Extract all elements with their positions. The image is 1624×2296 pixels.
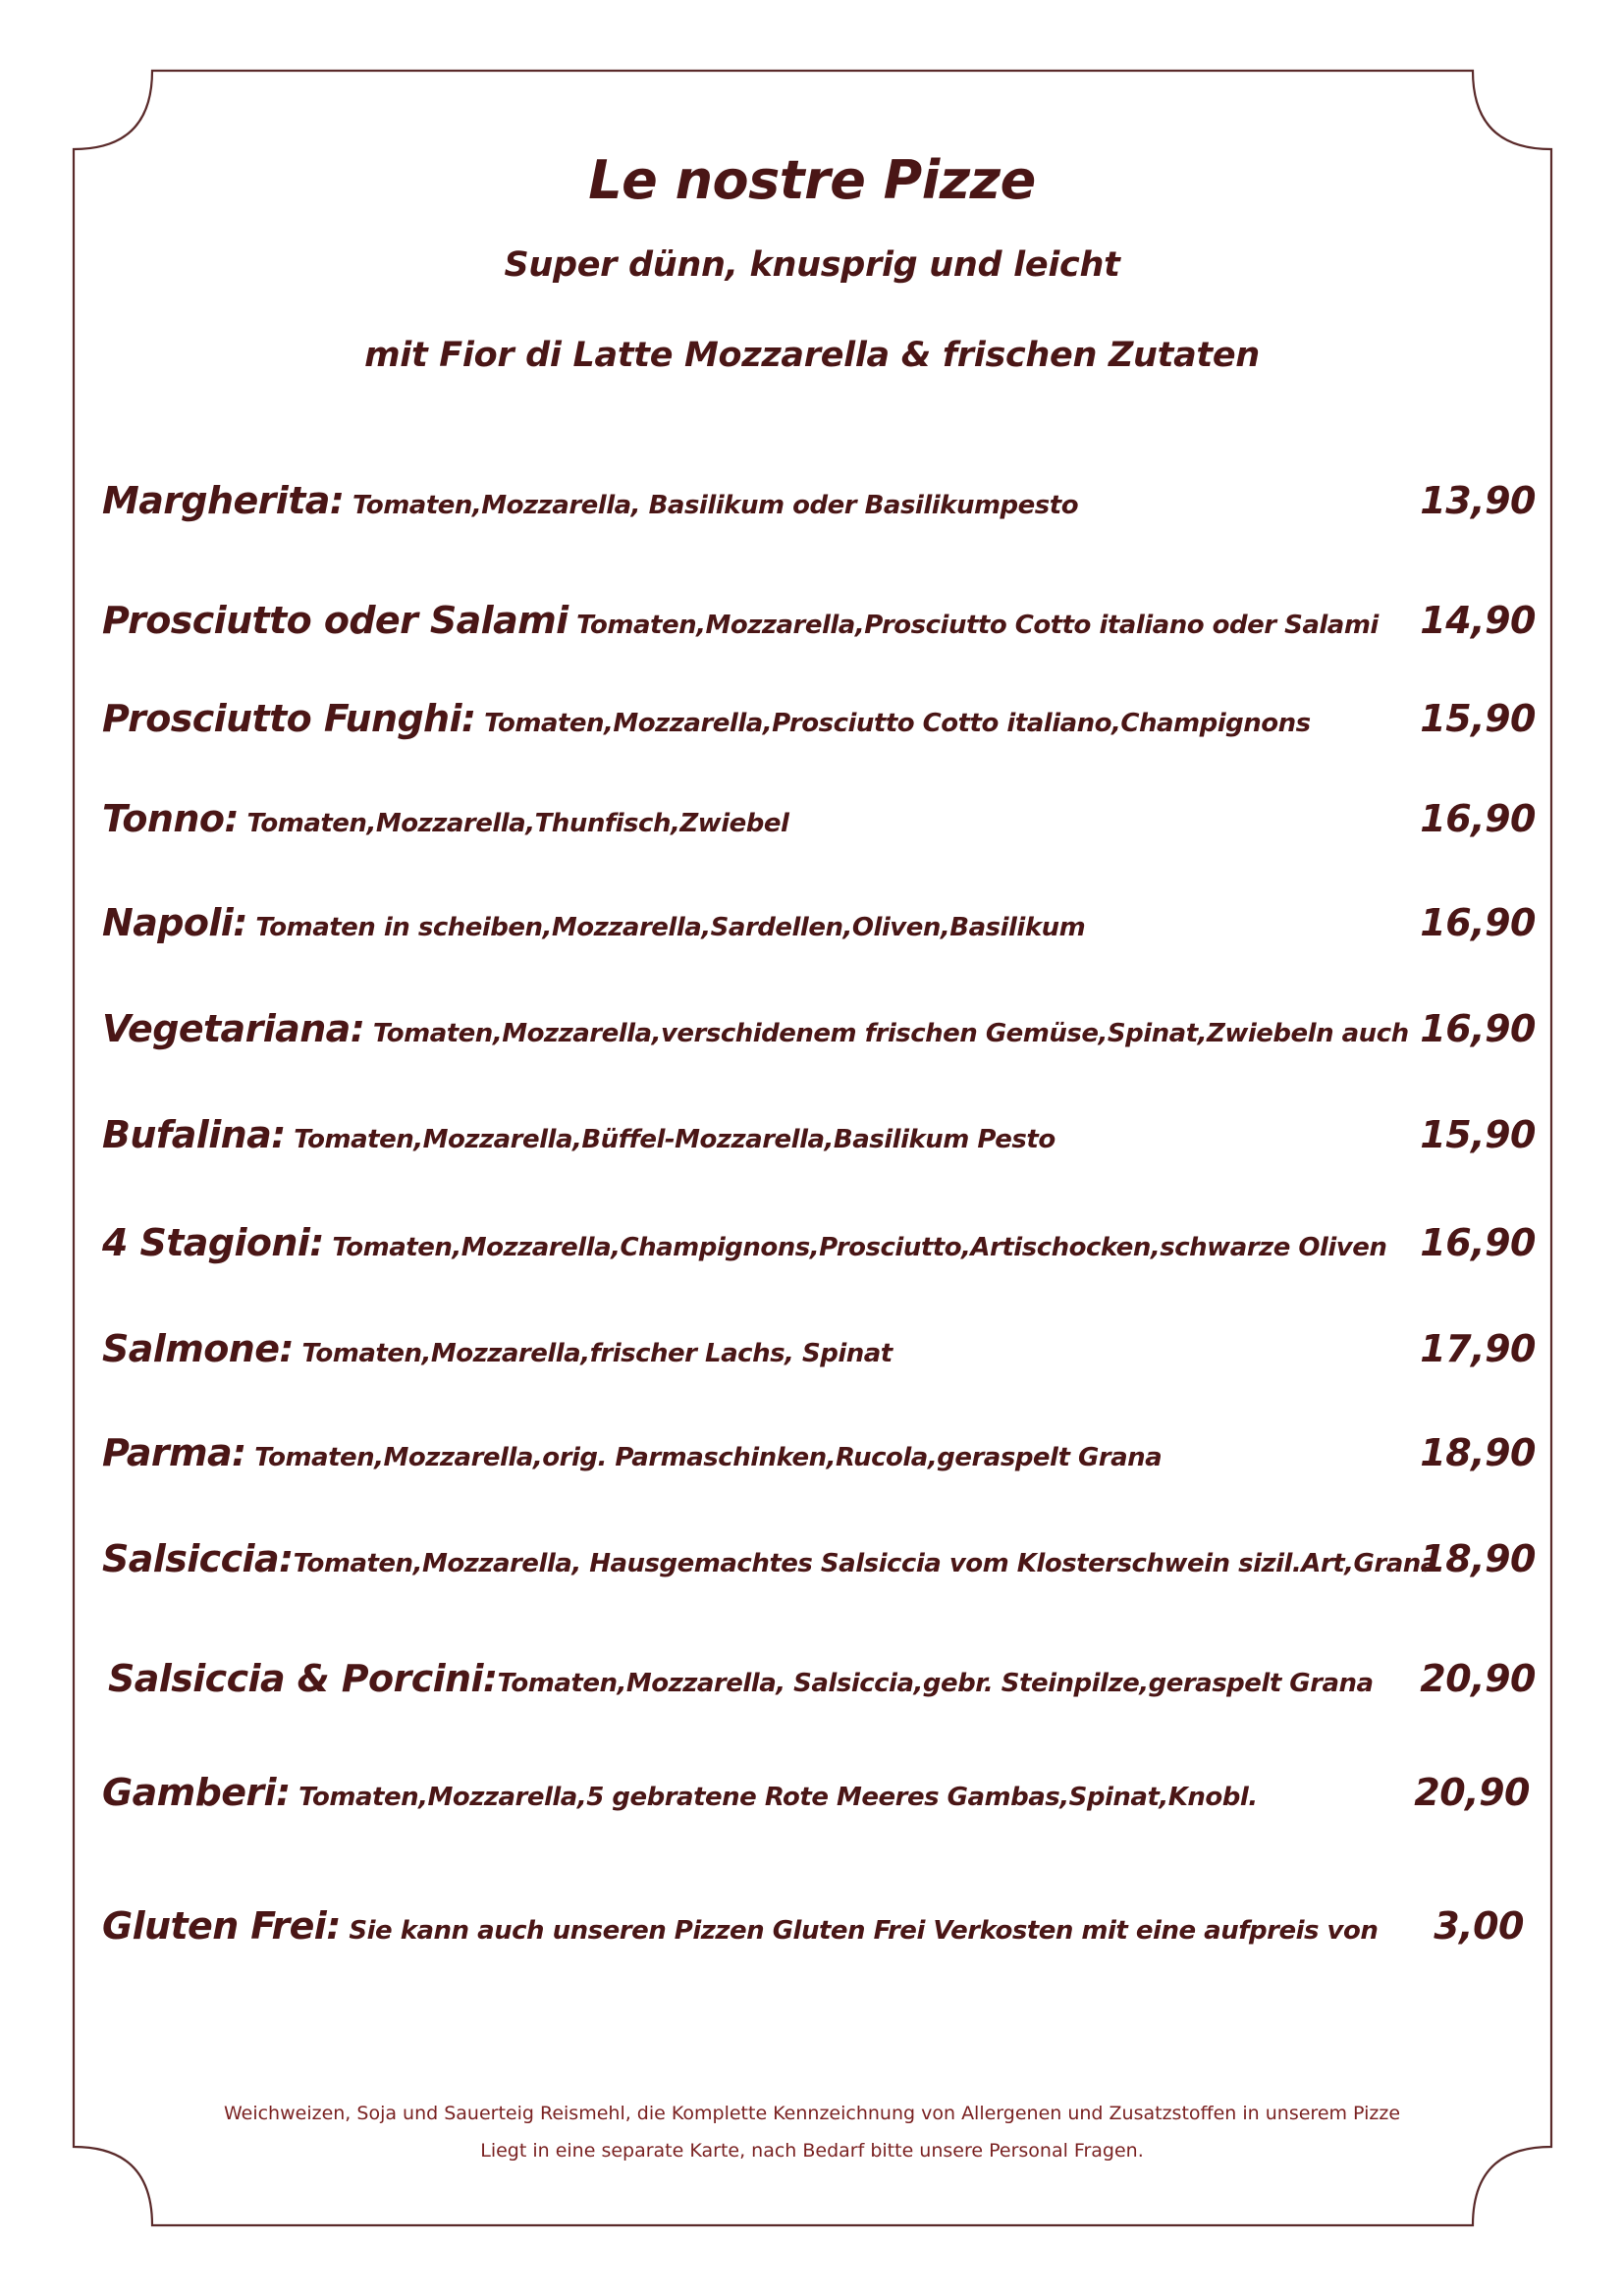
pizza-ingredients: Tomaten,Mozzarella, Basilikum oder Basilikumpesto [344, 491, 1079, 520]
menu-item-gamberi [102, 1771, 1530, 1830]
allergen-footnote [0, 2095, 1624, 2169]
menu-item-salsiccia-porcini [108, 1657, 1536, 1716]
pizza-name: Bufalina: [102, 1113, 286, 1156]
pizza-name: 4 Stagioni: [102, 1221, 324, 1264]
pizza-ingredients: Tomaten,Mozzarella,Thunfisch,Zwiebel [238, 809, 789, 838]
pizza-ingredients: Tomaten in scheiben,Mozzarella,Sardellen,Oliven,Basilikum [246, 913, 1086, 942]
pizza-name: Salmone: [102, 1327, 294, 1370]
pizza-name: Gluten Frei: [102, 1904, 341, 1948]
pizza-price: 16,90 [1420, 1007, 1536, 1050]
menu-item-prosciutto-salami [102, 599, 1536, 658]
pizza-name: Napoli: [102, 901, 247, 944]
pizza-name: Margherita: [102, 479, 345, 522]
pizza-ingredients: Sie kann auch unseren Pizzen Gluten Frei Verkosten mit eine aufpreis von [340, 1916, 1379, 1946]
pizza-ingredients: Tomaten,Mozzarella,frischer Lachs, Spinat [293, 1339, 893, 1368]
pizza-price: 15,90 [1420, 1113, 1536, 1156]
pizza-name: Parma: [102, 1431, 246, 1474]
menu-item-margherita [102, 479, 1536, 538]
pizza-name: Gamberi: [102, 1771, 291, 1814]
menu-item-napoli [102, 901, 1536, 960]
pizza-ingredients: Tomaten,Mozzarella,5 gebratene Rote Meeres Gambas,Spinat,Knobl. [290, 1783, 1258, 1812]
menu-item-bufalina [102, 1113, 1536, 1172]
menu-item-gluten-frei [102, 1904, 1524, 1963]
pizza-ingredients: Tomaten,Mozzarella,orig. Parmaschinken,Rucola,geraspelt Grana [245, 1443, 1163, 1472]
page-title: Le nostre Pizze [588, 149, 1036, 211]
menu-item-parma [102, 1431, 1536, 1490]
menu-item-4-stagioni [102, 1221, 1536, 1280]
pizza-price: 16,90 [1420, 1221, 1536, 1264]
pizza-ingredients: Tomaten,Mozzarella,Prosciutto Cotto italiano,Champignons [475, 709, 1311, 738]
pizza-name: Vegetariana: [102, 1007, 365, 1050]
pizza-name: Salsiccia & Porcini: [108, 1657, 498, 1700]
footnote-line-2: Liegt in eine separate Karte, nach Bedarf bitte unsere Personal Fragen. [480, 2140, 1144, 2162]
footnote-line-1: Weichweizen, Soja und Sauerteig Reismehl, die Komplette Kennzeichnung von Allergenen und Zusatzstoffen in unserem Pizze [223, 2103, 1401, 2124]
pizza-price: 18,90 [1420, 1537, 1536, 1580]
menu-item-salmone [102, 1327, 1536, 1386]
pizza-name: Tonno: [102, 797, 239, 840]
pizza-ingredients: Tomaten,Mozzarella,Prosciutto Cotto italiano oder Salami [568, 611, 1379, 640]
pizza-name: Prosciutto oder Salami [102, 599, 568, 642]
pizza-name: Prosciutto Funghi: [102, 697, 476, 740]
menu-item-prosciutto-funghi [102, 697, 1536, 756]
menu-item-tonno [102, 797, 1536, 856]
pizza-ingredients: Tomaten,Mozzarella, Salsiccia,gebr. Steinpilze,geraspelt Grana [497, 1669, 1374, 1698]
pizza-price: 20,90 [1420, 1657, 1536, 1700]
menu-item-vegetariana [102, 1007, 1536, 1066]
pizza-price: 13,90 [1420, 479, 1536, 522]
page-subtitle-2: mit Fior di Latte Mozzarella & frischen Zutaten [364, 336, 1260, 375]
pizza-price: 14,90 [1420, 599, 1536, 642]
pizza-price: 16,90 [1420, 797, 1536, 840]
pizza-name: Salsiccia: [102, 1537, 294, 1580]
pizza-price: 16,90 [1420, 901, 1536, 944]
pizza-ingredients: Tomaten,Mozzarella,Champignons,Prosciutto,Artischocken,schwarze Oliven [323, 1233, 1387, 1262]
pizza-price: 15,90 [1420, 697, 1536, 740]
menu-item-salsiccia [102, 1537, 1536, 1596]
pizza-ingredients: Tomaten,Mozzarella,Büffel-Mozzarella,Basilikum Pesto [285, 1125, 1056, 1154]
pizza-price: 18,90 [1420, 1431, 1536, 1474]
pizza-price: 20,90 [1414, 1771, 1530, 1814]
pizza-price: 17,90 [1420, 1327, 1536, 1370]
pizza-price: 3,00 [1434, 1904, 1524, 1948]
page-subtitle-1: Super dünn, knusprig und leicht [504, 245, 1120, 285]
pizza-ingredients: Tomaten,Mozzarella, Hausgemachtes Salsiccia vom Klosterschwein sizil.Art,Grana [293, 1549, 1437, 1578]
pizza-ingredients: Tomaten,Mozzarella,verschidenem frischen Gemüse,Spinat,Zwiebeln auch [364, 1019, 1409, 1048]
